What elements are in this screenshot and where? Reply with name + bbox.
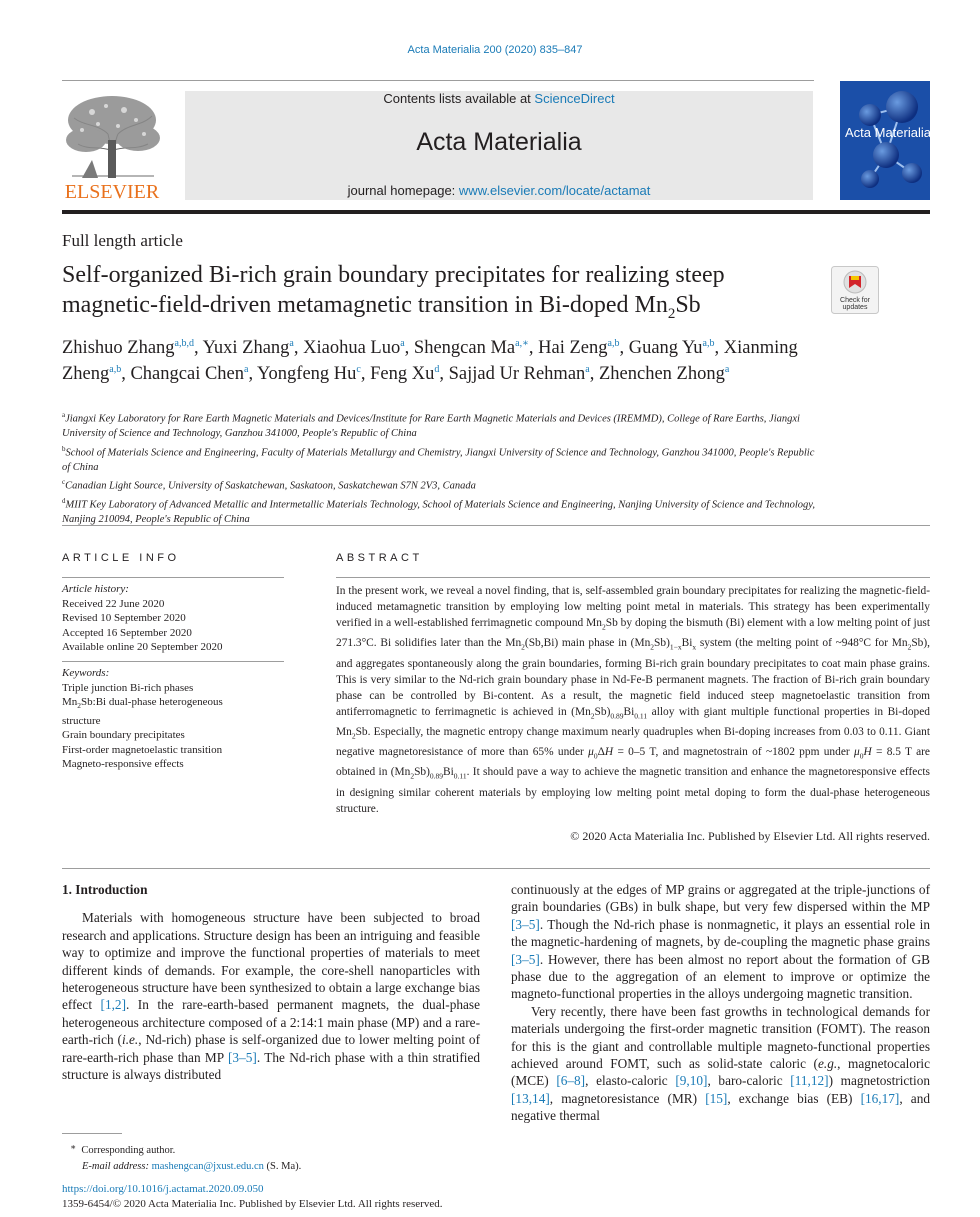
abs-seg: Sb) (414, 766, 430, 779)
author-separator: , (439, 364, 449, 385)
abs-math: Δ (597, 746, 605, 759)
elsevier-logo (62, 90, 162, 202)
intro-paragraph-1-cont (511, 881, 930, 1003)
doi-link[interactable]: https://doi.org/10.1016/j.actamat.2020.09.050 (62, 1183, 264, 1195)
author-separator: , (293, 338, 304, 359)
author-affiliation-marker[interactable]: a,b (607, 338, 620, 349)
contents-prefix: Contents lists available at (383, 91, 535, 106)
keyword: Triple junction Bi-rich phases (62, 681, 194, 694)
text: , exchange bias (EB) (727, 1090, 861, 1106)
citation-link[interactable]: [6–8] (556, 1073, 586, 1089)
issn-line: 1359-6454/© 2020 Acta Materialia Inc. Published by Elsevier Ltd. All rights reserved. (62, 1198, 443, 1210)
sciencedirect-link[interactable]: ScienceDirect (534, 91, 615, 106)
footnote-text: Corresponding author. (81, 1145, 176, 1156)
abs-seg: Bi (443, 766, 454, 779)
citation-link[interactable]: [3–5] (228, 1049, 257, 1065)
author-affiliation-marker[interactable]: a,b,d (174, 338, 194, 349)
abs-seg: (Sb,Bi) main phase in (Mn (524, 637, 651, 650)
affiliation-text: Jiangxi Key Laboratory for Rare Earth Magnetic Materials and Devices/Institute for Rare Earth Magnetic Materials and Devices (IREMMD), College of Rare Earths, Jiangxi University of Science and Technology, Ganzhou 341000, People's Republic of China (62, 413, 800, 439)
affiliation-b (62, 442, 822, 476)
keyword: Grain boundary precipitates (62, 729, 185, 742)
abs-seg: system (the melting point of ~948°C for Mn (696, 637, 908, 650)
email-suffix: (S. Ma). (263, 1161, 302, 1172)
author-affiliation-marker[interactable]: a (400, 338, 405, 349)
text: i.e. (122, 1032, 139, 1048)
author-name[interactable]: Changcai Chen (130, 364, 245, 385)
article-info-heading: ARTICLE INFO (62, 552, 180, 564)
abs-seg: Bi (623, 705, 635, 718)
history-revised: Revised 10 September 2020 (62, 612, 186, 624)
author-separator: , (404, 338, 414, 359)
author-separator: , (193, 338, 203, 359)
author-name[interactable]: Shengcan Ma (413, 338, 516, 359)
keywords (62, 666, 284, 772)
article-type: Full length article (62, 231, 183, 250)
text: , elasto-caloric (585, 1073, 676, 1089)
author-affiliation-marker[interactable]: a,b (702, 338, 715, 349)
author-separator: , (714, 338, 724, 359)
cover-title: Acta Materialia (845, 125, 930, 140)
footnote-rule (62, 1133, 122, 1134)
body-right-column (511, 881, 930, 1125)
abs-sub: 1−x (669, 642, 682, 652)
text: Very recently, there have been fast growths in technological demands for materials undergoing the first-order magnetic transition (FOMT). The reason for this is the giant and controllable multiple magneto-functional properties achieved around FOMT, such as solid-state caloric ( (511, 1003, 930, 1072)
email-line (62, 1159, 480, 1175)
abs-math: H (604, 746, 614, 759)
body-left-column (62, 881, 480, 1083)
affiliation-d (62, 494, 822, 528)
abs-math: μ (853, 746, 860, 759)
footnote-star: ∗ (70, 1142, 77, 1152)
abs-seg: Sb. Especially, the magnetic entropy change maximum nearly quadruples when Bi-doping increases from 0.03 to 0.11. Giant negative magnetoresistance of more than 65% under (336, 725, 930, 759)
corresponding-line (62, 1139, 480, 1159)
author-list (62, 333, 822, 385)
header-thick-rule (62, 210, 930, 214)
abs-sub: 0.11 (453, 771, 467, 781)
keyword (62, 695, 284, 714)
affiliation-label: c (62, 478, 66, 486)
author-affiliation-marker[interactable]: a,b (109, 364, 122, 376)
section-divider (62, 525, 930, 526)
abs-sub: 2 (650, 642, 655, 652)
abs-seg: = 8.5 T are obtained in (Mn (336, 746, 930, 779)
text: , and negative thermal (511, 1090, 930, 1124)
abs-sub: 0 (859, 751, 864, 761)
keyword: First-order magnetoelastic transition (62, 743, 223, 756)
author-name[interactable]: Xiaohua Luo (303, 338, 401, 359)
author-affiliation-marker[interactable]: a (244, 364, 249, 376)
author-name[interactable]: Sajjad Ur Rehman (448, 364, 586, 385)
author-separator: , (360, 364, 371, 385)
abs-seg: Bi (681, 637, 693, 650)
abs-seg: Sb), and aggregates spontaneously along the grain boundaries, forming Bi-rich grain boundary precipitates to coat main phase grains. This is very similar to the Nd-rich grain boundary phase in Nd-Fe-B permanent magnets. The fraction of Bi-rich grain boundary phase can be controlled by Bi-content. As a result, the magnetic field induced steep magnetoelastic transition from antiferromagnetic to ferrimagnetic is achieved in (Mn (336, 637, 931, 718)
abs-sub: 0.89 (610, 710, 624, 720)
text: , magnetocaloric (MCE) (511, 1056, 930, 1089)
text: . Though the Nd-rich phase is nonmagnetic, it plays an essential role in the magnetic-hardening of magnets, by de-coupling the magnetic phase grains (511, 916, 930, 950)
abs-sub: 0.11 (634, 710, 648, 720)
affiliation-label: b (62, 444, 66, 453)
homepage-link[interactable]: www.elsevier.com/locate/actamat (458, 183, 651, 198)
journal-name: Acta Materialia (416, 128, 582, 156)
author-affiliation-marker[interactable]: c (356, 364, 361, 376)
citation-link[interactable]: [13,14] (511, 1090, 550, 1106)
abstract-rule (336, 577, 930, 578)
elsevier-wordmark: ELSEVIER (64, 181, 160, 202)
author-name[interactable]: Hai Zeng (538, 338, 608, 359)
homepage-line (185, 183, 813, 198)
keyword-cont: structure (62, 714, 101, 727)
keyword: Magneto-responsive effects (62, 758, 184, 771)
affiliation-label: a (62, 411, 66, 419)
elsevier-tree-icon (62, 90, 162, 202)
header-divider (62, 80, 814, 81)
check-for-updates-button[interactable] (831, 266, 879, 314)
article-history (62, 582, 284, 655)
affiliation-text: Canadian Light Source, University of Saskatchewan, Saskatoon, Saskatchewan S7N 2V3, Canada (65, 480, 476, 492)
title-text: Self-organized Bi-rich grain boundary precipitates for realizing steep magnetic-field-driven metamagnetic transition in Bi-doped Mn (62, 262, 725, 318)
abs-seg: alloy with giant multiple functional properties in Bi-doped Mn (336, 705, 930, 738)
author-name[interactable]: Yongfeng Hu (257, 364, 357, 385)
abstract-text (336, 583, 930, 817)
abstract-heading: ABSTRACT (336, 552, 423, 564)
title-text-end: Sb (675, 292, 701, 318)
citation-link[interactable]: [1,2] (100, 997, 126, 1013)
abs-sub: 2 (521, 642, 525, 652)
body-divider (62, 868, 930, 869)
abs-sub: 2 (351, 731, 356, 741)
citation-link[interactable]: [16,17] (860, 1090, 900, 1106)
author-separator: , (121, 364, 131, 385)
author-name[interactable]: Guang Yu (628, 338, 703, 359)
affiliations (62, 408, 822, 528)
intro-heading: 1. Introduction (62, 882, 148, 897)
affiliation-label: d (62, 497, 66, 505)
homepage-prefix: journal homepage: (347, 183, 459, 198)
article-title (62, 260, 822, 329)
corresponding-footnote (62, 1139, 480, 1175)
text: e.g. (817, 1056, 838, 1072)
author-name[interactable]: Zhenchen Zhong (599, 364, 725, 385)
abs-sub: 0.89 (429, 771, 444, 781)
author-separator: , (589, 364, 599, 385)
abs-math: μ (588, 746, 594, 759)
abs-sub: 2 (601, 622, 606, 632)
author-name[interactable]: Zhishuo Zhang (62, 338, 175, 359)
author-affiliation-marker[interactable]: a (585, 364, 590, 376)
crossmark-label-1: Check for (840, 297, 870, 304)
text: ) magnetostriction (828, 1073, 930, 1089)
author-affiliation-marker[interactable]: a (724, 364, 730, 376)
journal-citation[interactable]: Acta Materialia 200 (2020) 835–847 (407, 44, 583, 56)
author-name[interactable]: Xianming Zheng (62, 338, 798, 385)
article-info-rule-top (62, 577, 284, 578)
crossmark-icon (831, 266, 879, 314)
abs-seg: . It should pave a way to achieve the magnetic transition and enhance the magnetoresponsive effects in designing similar coherent materials by employing low melting point metal doping to form the dual-phase heterogeneous structure. (336, 766, 930, 815)
text: , baro-caloric (707, 1073, 791, 1089)
author-separator: , (528, 338, 539, 359)
author-separator: , (248, 364, 258, 385)
affiliation-text: MIIT Key Laboratory of Advanced Metallic and Intermetallic Materials Technology, School of Materials Science and Engineering, Nanjing University of Science and Technology, Nanjing 210094, People's Republic of China (62, 499, 815, 525)
abs-sub: 2 (410, 771, 415, 781)
history-online: Available online 20 September 2020 (62, 641, 223, 653)
article-info-rule-mid (62, 661, 284, 662)
intro-paragraph-1 (62, 909, 480, 1083)
affiliation-a (62, 408, 822, 442)
text: . The Nd-rich phase with a thin stratified structure is always distributed (62, 1049, 481, 1083)
author-separator: , (619, 338, 629, 359)
author-name[interactable]: Feng Xu (370, 364, 435, 385)
contents-line (185, 91, 813, 106)
doi-block (62, 1182, 442, 1212)
text: , Nd-rich) phase is self-organized due to lower melting point of rare-earth-rich phase than MP (62, 1032, 480, 1065)
author-affiliation-marker[interactable]: a (289, 338, 294, 349)
citation-link[interactable]: [3–5] (511, 916, 540, 932)
author-affiliation-marker[interactable]: d (434, 364, 440, 376)
text: . However, there has been almost no report about the formation of GB phase due to the aggregation of an element to improve or optimize the magneto-functional properties in the alloys undergoing magnetic transition. (511, 951, 930, 1002)
history-accepted: Accepted 16 September 2020 (62, 626, 192, 639)
citation-link[interactable]: [3–5] (511, 951, 540, 967)
abs-sub: x (692, 642, 697, 652)
abs-seg: Sb by doping the bismuth (Bi) element with a low melting point of just 271.3°C. Bi solidifies later than the Mn (336, 617, 930, 650)
journal-cover-image[interactable] (840, 81, 930, 200)
history-received: Received 22 June 2020 (62, 597, 165, 610)
abs-seg: Sb) (594, 705, 611, 718)
abs-sub: 0 (593, 751, 598, 761)
abs-seg: = 0–5 T, and magnetostrain of ~1802 ppm under (613, 746, 854, 759)
keyword-part: Sb:Bi dual-phase heterogeneous (81, 696, 223, 708)
text: . In the rare-earth-based permanent magnets, the dual-phase heterogeneous architecture composed of a 2:14:1 main phase (MP) and a rare-earth-rich ( (62, 997, 481, 1048)
email-link[interactable]: mashengcan@jxust.edu.cn (151, 1161, 264, 1172)
abs-sub: 2 (907, 642, 912, 652)
keywords-heading: Keywords: (62, 667, 110, 679)
abs-math: H (863, 746, 872, 759)
text: Materials with homogeneous structure have been subjected to broad research and applications. Structure design has been an intriguing and feasible way to optimize and improve the functional properties of materials to meet different kinds of demands. For example, the core-shell nanoparticles with heterogeneous structure have been synthesized to obtain a large exchange bias effect (62, 910, 480, 1013)
abs-seg: Sb) (654, 637, 670, 650)
abstract-copyright: © 2020 Acta Materialia Inc. Published by Elsevier Ltd. All rights reserved. (570, 829, 930, 843)
title-subscript: 2 (667, 305, 676, 322)
author-name[interactable]: Yuxi Zhang (202, 338, 290, 359)
affiliation-c (62, 475, 822, 494)
cover-art (840, 81, 930, 200)
citation-link[interactable]: [11,12] (790, 1073, 829, 1089)
intro-paragraph-2 (511, 1003, 930, 1125)
email-label: E-mail address: (82, 1161, 152, 1172)
crossmark-label-2: updates (842, 304, 868, 311)
keyword-part: Mn (62, 696, 78, 708)
text: continuously at the edges of MP grains or aggregated at the triple-junctions of grain boundaries (GBs) in bulk shape, but very few dispersed within the MP (511, 882, 930, 915)
citation-link[interactable]: [9,10] (675, 1073, 708, 1089)
text: , magnetoresistance (MR) (549, 1090, 706, 1106)
citation-link[interactable]: [15] (705, 1090, 728, 1106)
affiliation-text: School of Materials Science and Engineering, Faculty of Materials Metallurgy and Chemistry, Jiangxi University of Science and Technology, Ganzhou 341000, People's Republic of China (62, 447, 815, 473)
abs-sub: 2 (590, 710, 595, 720)
author-affiliation-marker[interactable]: a,∗ (515, 338, 529, 349)
keyword-sub: 2 (77, 701, 82, 711)
abs-seg: In the present work, we reveal a novel finding, that is, self-assembled grain boundary precipitates for realizing the magnetic-field-induced metamagnetic transition by employing low melting point metal in materials. This strategy has been experimentally verified in a well-established ferrimagnetic compound Mn (336, 585, 930, 629)
history-heading: Article history: (62, 583, 129, 595)
